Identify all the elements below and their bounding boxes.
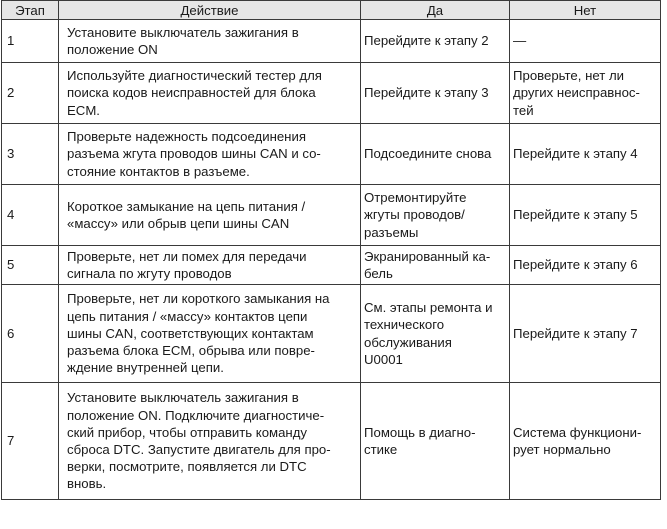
no-line: рует нормально [513, 442, 611, 457]
action-cell [59, 185, 361, 246]
table-row [2, 246, 661, 285]
no-cell [510, 185, 661, 246]
header-action: Действие [59, 1, 361, 20]
no-line: Перейдите к этапу 4 [513, 146, 638, 162]
step-cell: 5 [2, 246, 59, 285]
table-row [2, 285, 661, 383]
action-line: разъема жгута проводов шины CAN и со- [67, 146, 321, 162]
table-row [2, 124, 661, 185]
action-line: Проверьте, нет ли короткого замыкания на [67, 291, 330, 307]
yes-line: технического [364, 317, 445, 333]
no-cell [510, 20, 661, 63]
action-line: ECM. [67, 102, 100, 118]
action-line: Короткое замыкание на цепь питания / [67, 198, 306, 214]
yes-line: Перейдите к этапу 2 [364, 33, 489, 49]
action-line: верки, посмотрите, появляется ли DTC [67, 459, 307, 475]
action-line: Проверьте надежность подсоединения [67, 129, 306, 145]
yes-line: разъемы [364, 224, 419, 240]
action-line: Установите выключатель зажигания в [67, 390, 299, 406]
no-line: Перейдите к этапу 5 [513, 207, 638, 223]
yes-line: Перейдите к этапу 3 [364, 85, 489, 101]
action-line: «массу» или обрыв цепи шины CAN [67, 216, 290, 231]
action-cell [59, 20, 361, 63]
no-cell [510, 246, 661, 285]
action-cell [59, 383, 361, 500]
action-line: ждение внутренней цепи. [67, 360, 224, 376]
yes-cell [361, 63, 510, 124]
action-line: цепь питания / «массу» контактов цепи [67, 308, 308, 324]
no-line: Перейдите к этапу 6 [513, 257, 638, 273]
header-no: Нет [510, 1, 661, 20]
action-cell [59, 246, 361, 285]
table-row [2, 63, 661, 124]
no-line: Система функциони- [513, 424, 642, 440]
yes-cell [361, 185, 510, 246]
yes-line: стике [364, 442, 398, 457]
diagnostic-table [1, 0, 661, 500]
action-line: положение ON. Подключите диагностиче- [67, 407, 325, 423]
action-cell [59, 285, 361, 383]
yes-cell [361, 246, 510, 285]
table-header-row [2, 1, 661, 20]
yes-line: U0001 [364, 351, 403, 367]
yes-line: Помощь в диагно- [364, 424, 476, 440]
action-cell [59, 124, 361, 185]
action-line: ский прибор, чтобы отправить команду [67, 424, 308, 440]
yes-line: жгуты проводов/ [364, 207, 465, 223]
no-line: других неисправнос- [513, 85, 640, 101]
step-cell: 1 [2, 20, 59, 63]
action-line: положение ON [67, 42, 158, 57]
action-line: разъема блока ECM, обрыва или повре- [67, 343, 315, 359]
no-cell [510, 63, 661, 124]
action-line: Проверьте, нет ли помех для передачи [67, 248, 307, 264]
step-cell: 2 [2, 63, 59, 124]
action-line: шины CAN, соответствующих контактам [67, 325, 314, 341]
step-cell: 3 [2, 124, 59, 185]
step-cell: 6 [2, 285, 59, 383]
action-cell [59, 63, 361, 124]
no-cell [510, 383, 661, 500]
action-line: вновь. [67, 476, 107, 492]
step-cell: 7 [2, 383, 59, 500]
action-line: поиска кодов неисправностей для блока [67, 85, 316, 101]
yes-cell [361, 20, 510, 63]
action-line: сброса DTC. Запустите двигатель для про- [67, 442, 331, 457]
no-line: тей [513, 102, 534, 118]
no-cell [510, 285, 661, 383]
table-row [2, 185, 661, 246]
yes-line: См. этапы ремонта и [364, 300, 493, 316]
action-line: Используйте диагностический тестер для [67, 68, 322, 84]
action-line: стояние контактов в разъеме. [67, 163, 250, 179]
table-row [2, 20, 661, 63]
no-line: Проверьте, нет ли [513, 68, 625, 84]
yes-line: Подсоедините снова [364, 146, 492, 162]
yes-cell [361, 285, 510, 383]
header-yes: Да [361, 1, 510, 20]
yes-cell [361, 124, 510, 185]
header-step: Этап [2, 1, 59, 20]
yes-line: Отремонтируйте [364, 190, 467, 206]
table-row [2, 383, 661, 500]
no-cell [510, 124, 661, 185]
no-line: — [513, 33, 527, 49]
yes-line: обслуживания [364, 334, 452, 350]
yes-line: Экранированный ка- [364, 248, 491, 264]
action-line: сигнала по жгуту проводов [67, 266, 232, 281]
action-line: Установите выключатель зажигания в [67, 24, 299, 40]
no-line: Перейдите к этапу 7 [513, 325, 638, 341]
yes-line: бель [364, 266, 393, 281]
yes-cell [361, 383, 510, 500]
step-cell: 4 [2, 185, 59, 246]
